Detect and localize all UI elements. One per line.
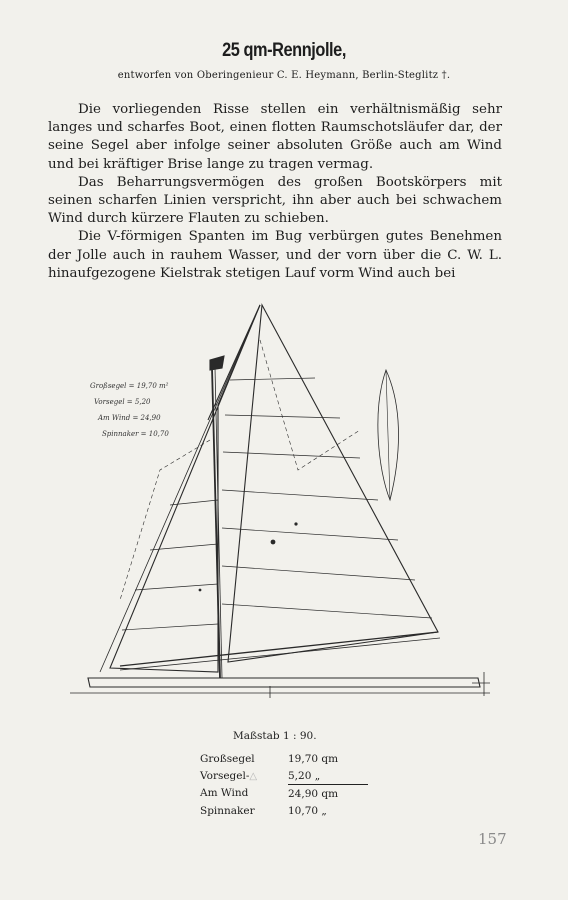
table-row bbox=[200, 750, 368, 767]
boom-lower bbox=[120, 638, 440, 670]
sail-area-table bbox=[200, 750, 368, 819]
sail-plan-drawing bbox=[60, 300, 500, 705]
sail-label: Großsegel bbox=[200, 752, 255, 765]
scale-caption: Maßstab 1 : 90. bbox=[233, 730, 317, 742]
sail-label: Spinnaker bbox=[200, 804, 255, 817]
boom bbox=[120, 632, 438, 666]
table-row bbox=[200, 785, 368, 803]
table-row bbox=[200, 802, 368, 819]
jib-outline bbox=[228, 305, 438, 662]
page-number: 157 bbox=[478, 830, 507, 848]
page-title: 25 qm-Rennjolle, bbox=[222, 40, 346, 61]
masthead-flag bbox=[210, 356, 224, 370]
sail-plan-figure bbox=[60, 300, 500, 705]
hull-outline bbox=[88, 678, 480, 687]
paragraph: Die vorliegenden Risse stellen ein verhältnismäßig sehr langes und scharfes Boot, einen flotten Raumschotsläufer dar, der seine Segel aber infolge seiner absoluten Größe auch am Wind und bei kräftiger Brise lange zu tragen vermag. bbox=[48, 102, 502, 172]
sail-plan-note: Vorsegel = 5,20 bbox=[94, 398, 151, 406]
table-row bbox=[200, 767, 368, 785]
sail-label-cell bbox=[200, 767, 288, 785]
sail-plan-note: Spinnaker = 10,70 bbox=[102, 430, 169, 438]
sail-value: 19,70 qm bbox=[288, 752, 339, 765]
paragraph: Das Beharrungsvermögen des großen Bootskörpers mit seinen scharfen Linien verspricht, ihn aber auch bei schwachem Wind durch kürzere Flauten zu schieben. bbox=[48, 174, 502, 227]
sail-value: 5,20 „ bbox=[288, 767, 368, 785]
sail-label: Am Wind bbox=[200, 787, 249, 800]
triangle-icon: △ bbox=[249, 770, 258, 782]
sail-plan-note: Großsegel = 19,70 m² bbox=[90, 382, 169, 390]
sail-value: 24,90 qm bbox=[288, 787, 339, 800]
mainsail-outline bbox=[110, 305, 260, 672]
sail-plan-note: Am Wind = 24,90 bbox=[98, 414, 161, 422]
page-subtitle: entworfen von Oberingenieur C. E. Heymann, Berlin-Steglitz †. bbox=[117, 70, 451, 81]
paragraph: Die V-förmigen Spanten im Bug verbürgen gutes Benehmen der Jolle auch in rauhem Wasser, und der vorn über die C. W. L. hinaufgezogene Kielstrak stetigen Lauf vorm Wind auch bei bbox=[48, 229, 502, 281]
body-text bbox=[48, 101, 502, 283]
sail-value: 10,70 „ bbox=[288, 804, 327, 817]
sail-label: Vorsegel- bbox=[200, 769, 250, 782]
